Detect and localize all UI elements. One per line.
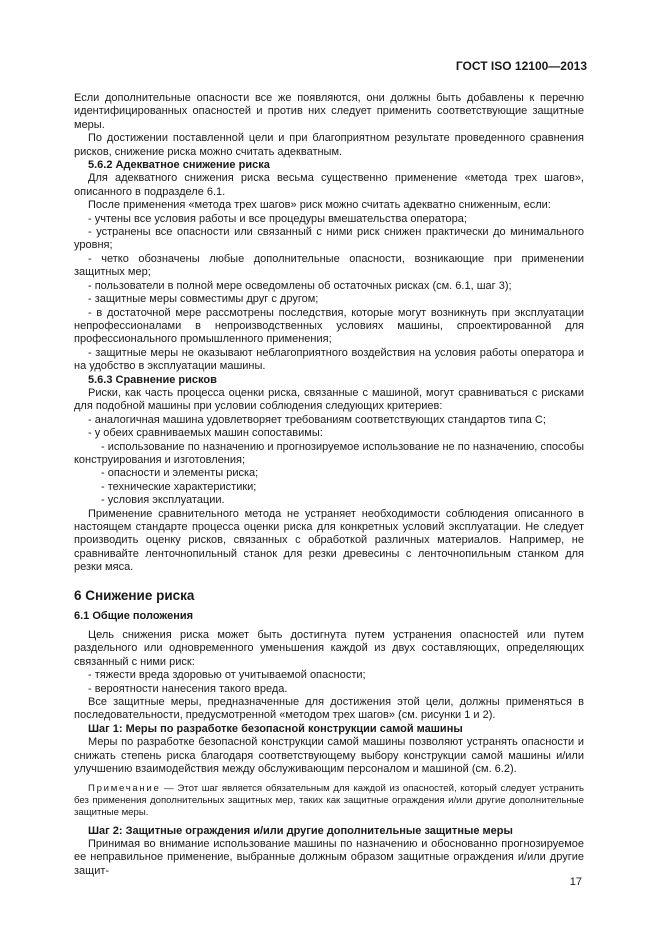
subclause-heading-5-6-3: 5.6.3 Сравнение рисков — [88, 373, 217, 386]
paragraph: Принимая во внимание использование машины по назначению и обоснованно прогнозируемое ее неправильное применение, выбранные должным образом защитные ограждения и/или другие защит- — [74, 837, 584, 877]
paragraph: Для адекватного снижения риска весьма существенно применение «метода трех шагов», описанного в подразделе 6.1. — [74, 172, 584, 198]
list-item: - пользователи в полной мере осведомлены об остаточных рисках (см. 6.1, шаг 3); — [88, 279, 512, 292]
subclause-heading-5-6-2: 5.6.2 Адекватное снижение риска — [88, 159, 270, 172]
step-2-heading: Шаг 2: Защитные ограждения и/или другие дополнительные защитные меры — [88, 824, 513, 837]
page-number: 17 — [569, 876, 582, 888]
list-item: - тяжести вреда здоровью от учитываемой опасности; — [88, 669, 366, 682]
list-item: - в достаточной мере рассмотрены последствия, которые могут возникнуть при эксплуатации непрофессионалами в непроизводственных условиях машины, спроектированной для профессионального промышленного применения; — [74, 306, 584, 346]
paragraph: Все защитные меры, предназначенные для достижения этой цели, должны применяться в последовательности, предусмотренной «методом трех шагов» (см. рисунки 1 и 2). — [74, 696, 584, 722]
paragraph: Цель снижения риска может быть достигнута путем устранения опасностей или путем раздельного или одновременного уменьшения каждой из двух составляющих, определяющих связанный с ними риск: — [74, 629, 584, 668]
note-text: — Этот шаг является обязательным для каждой из опасностей, который следует устранить без применения дополнительных защитных мер, таких как защитные ограждения и/или другие дополнительные защитные меры. — [74, 782, 584, 818]
sub-list-item: - использование по назначению и прогнозируемое использование не по назначению, способы конструирования и изготовления; — [74, 440, 584, 466]
list-item: - четко обозначены любые дополнительные опасности, возникающие при применении защитных мер; — [74, 252, 584, 279]
note — [74, 783, 584, 819]
paragraph: Риски, как часть процесса оценки риска, связанные с машиной, могут сравниваться с рисками для подобной машины при условии соблюдения следующих критериев: — [74, 386, 584, 413]
list-item: - вероятности нанесения такого вреда. — [88, 682, 288, 695]
page-content — [74, 92, 584, 878]
paragraph: После применения «метода трех шагов» риск можно считать адекватно сниженным, если: — [88, 199, 551, 212]
list-item: - учтены все условия работы и все процедуры вмешательства оператора; — [88, 212, 467, 225]
section-heading-6: 6 Снижение риска — [74, 587, 195, 603]
list-item: - у обеих сравниваемых машин сопоставимы: — [88, 427, 323, 440]
document-id-header: ГОСТ ISO 12100—2013 — [455, 59, 587, 73]
step-1-heading: Шаг 1: Меры по разработке безопасной конструкции самой машины — [88, 722, 463, 735]
list-item: - устранены все опасности или связанный с ними риск снижен практически до минимального уровня; — [74, 226, 584, 252]
paragraph: По достижении поставленной цели и при благоприятном результате проведенного сравнения рисков, снижение риска можно считать адекватным. — [74, 132, 584, 158]
list-item: - защитные меры совместимы друг с другом; — [88, 293, 319, 306]
subsection-heading-6-1: 6.1 Общие положения — [74, 609, 194, 622]
list-item: - аналогичная машина удовлетворяет требованиям соответствующих стандартов типа С; — [88, 413, 546, 426]
list-item: - защитные меры не оказывают неблагоприятного воздействия на условия работы оператора и на удобство в эксплуатации машины. — [74, 346, 584, 373]
sub-list-item: - технические характеристики; — [101, 480, 257, 493]
paragraph: Меры по разработке безопасной конструкции самой машины позволяют устранять опасности и снижать степень риска благодаря соответствующему выбору конструкции самой машины и/или улучшению взаимодействия между обслуживающим персоналом и машиной (см. 6.2). — [74, 736, 584, 776]
paragraph: Применение сравнительного метода не устраняет необходимости соблюдения описанного в настоящем стандарте процесса оценки риска для конкретных условий эксплуатации. Не следует производить оценку рисков, связанных с обработкой различных материалов. Например, не сравнивайте ленточнопильный станок для резки древесины с ленточнопильным станком для резки мяса. — [74, 507, 584, 574]
paragraph: Если дополнительные опасности все же появляются, они должны быть добавлены к перечню идентифицированных опасностей и против них следует применить соответствующие защитные меры. — [74, 92, 584, 131]
note-label: Примечание — [88, 782, 161, 794]
sub-list-item: - опасности и элементы риска; — [101, 467, 259, 480]
sub-list-item: - условия эксплуатации. — [101, 494, 225, 507]
